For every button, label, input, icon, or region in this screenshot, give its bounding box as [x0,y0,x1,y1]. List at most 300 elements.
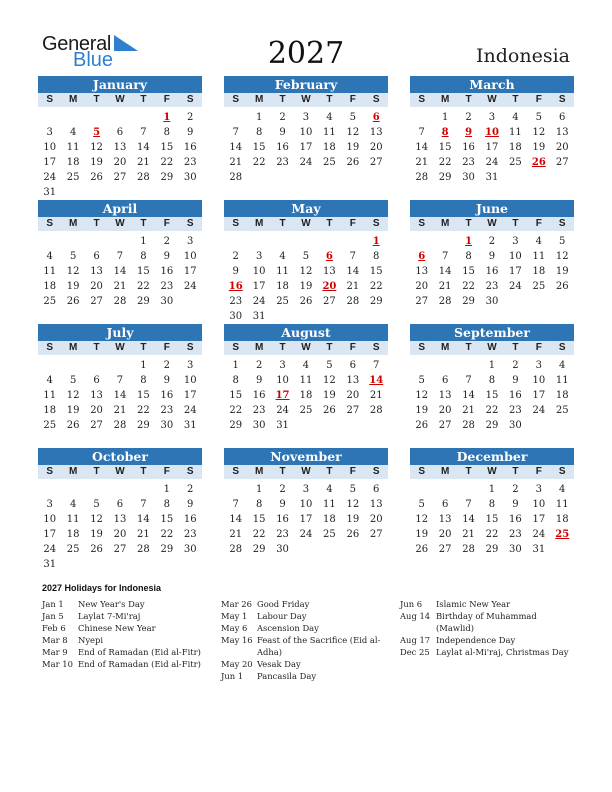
day: 14 [113,390,127,401]
day: 21 [229,529,243,540]
day: 13 [555,127,569,138]
day: 7 [465,499,472,510]
holiday-entry [400,598,570,610]
day: 4 [535,236,542,247]
day: 27 [113,544,127,555]
weekday-label: W [301,94,311,105]
day: 28 [113,420,127,431]
day: 9 [163,375,170,386]
day: 28 [462,420,475,431]
day: 30 [509,420,522,431]
day: 30 [485,296,499,307]
days-grid [224,479,388,557]
weekday-label: T [140,466,147,477]
day: 2 [279,112,286,123]
day: 29 [462,296,475,307]
day: 17 [532,390,546,401]
month-header: February [224,76,388,93]
day: 28 [438,296,452,307]
day: 16 [509,514,522,525]
day: 1 [441,112,449,123]
day: 26 [90,544,103,555]
holiday-entry [221,622,386,634]
day: 22 [160,157,174,168]
day: 28 [415,172,429,183]
day: 23 [229,296,243,307]
weekday-label: M [440,218,450,229]
holiday-day: 1 [372,236,380,247]
day: 29 [137,296,150,307]
blank-day [108,482,131,497]
day: 16 [462,142,475,153]
day: 23 [252,405,266,416]
holiday-name: Independence Day [436,635,516,645]
weekday-label: S [46,466,54,477]
blank-day [410,110,433,125]
weekday-label: F [535,94,542,105]
day: 23 [160,405,174,416]
weekday-label: M [68,218,78,229]
holiday-day: 10 [485,127,499,138]
day: 11 [555,499,569,510]
weekday-label: T [465,218,472,229]
day: 2 [279,484,286,495]
holiday-day: 6 [325,251,333,262]
day: 12 [346,499,360,510]
day: 29 [137,420,150,431]
weekday-label: T [140,342,147,353]
day: 4 [46,375,53,386]
holiday-day: 26 [531,157,546,168]
day: 10 [276,375,289,386]
days-grid [38,231,202,309]
holiday-day: 1 [163,112,171,123]
weekday-label: F [535,466,542,477]
month-november [224,448,388,557]
weekday-header [224,217,388,231]
calendar-year: 2027 [267,36,345,71]
day: 26 [346,157,360,168]
weekday-label: T [465,466,472,477]
day: 1 [163,484,170,495]
weekday-header [224,465,388,479]
day: 15 [485,514,499,525]
day: 7 [116,375,124,386]
day: 30 [509,544,522,555]
day: 14 [229,514,243,525]
day: 4 [326,112,333,123]
day: 8 [232,375,239,386]
day: 11 [276,266,289,277]
day: 17 [532,514,546,525]
holiday-name: Islamic New Year [436,599,511,609]
days-grid [38,355,202,433]
weekday-label: T [93,218,100,229]
weekday-header [410,217,574,231]
day: 2 [255,360,263,371]
day: 25 [276,296,289,307]
holiday-day: 6 [418,251,426,262]
day: 5 [418,375,425,386]
weekday-label: F [163,466,170,477]
day: 6 [349,360,356,371]
day: 12 [532,127,546,138]
day: 28 [369,405,383,416]
holiday-day: 14 [369,375,384,386]
day: 17 [43,157,57,168]
day: 5 [69,251,77,262]
weekday-label: M [68,466,78,477]
weekday-label: S [418,342,426,353]
holiday-entry [42,622,207,634]
day: 31 [252,311,266,322]
weekday-label: S [418,466,426,477]
holiday-date: Mar 9 [42,647,68,657]
day: 30 [183,172,197,183]
day: 25 [509,157,522,168]
day: 26 [346,529,360,540]
weekday-label: F [349,466,356,477]
day: 24 [509,281,522,292]
day: 24 [532,529,546,540]
day: 7 [441,251,449,262]
day: 26 [415,544,429,555]
day: 18 [323,142,336,153]
day: 29 [369,296,383,307]
day: 24 [43,172,57,183]
holiday-date: Aug 14 [400,611,431,621]
holiday-entry [42,598,207,610]
holiday-date: Mar 26 [221,599,252,609]
weekday-header [38,465,202,479]
day: 29 [252,544,266,555]
blank-day [85,110,108,125]
day: 13 [323,266,336,277]
day: 21 [137,157,150,168]
day: 14 [229,142,243,153]
holiday-date: Dec 25 [400,647,430,657]
day: 22 [229,405,243,416]
day: 9 [255,375,263,386]
day: 20 [346,390,360,401]
weekday-label: S [558,94,566,105]
holiday-entry [400,610,570,634]
weekday-header [224,341,388,355]
month-march [410,76,574,185]
holiday-date: Aug 17 [400,635,431,645]
day: 10 [532,499,546,510]
day: 1 [255,112,263,123]
day: 25 [323,157,336,168]
holiday-name: End of Ramadan (Eid al-Fitr) [78,647,201,657]
day: 1 [140,360,147,371]
weekday-header [410,465,574,479]
day: 25 [299,405,313,416]
day: 22 [252,529,266,540]
weekday-label: S [186,342,194,353]
day: 7 [349,251,356,262]
day: 4 [559,484,566,495]
weekday-label: T [326,94,333,105]
holidays-title: 2027 Holidays for Indonesia [42,583,162,593]
day: 7 [140,127,147,138]
day: 24 [299,529,313,540]
day: 24 [183,405,197,416]
day: 18 [43,405,57,416]
day: 22 [137,405,150,416]
day: 7 [418,127,425,138]
day: 7 [232,499,239,510]
day: 18 [43,281,57,292]
day: 26 [66,296,80,307]
blank-day [410,234,433,249]
day: 31 [532,544,546,555]
day: 15 [137,390,150,401]
holiday-name: Vesak Day [257,659,301,669]
day: 20 [369,514,383,525]
weekday-label: W [487,94,497,105]
holiday-entry [221,658,386,670]
day: 27 [113,172,127,183]
day: 20 [113,529,127,540]
day: 10 [252,266,266,277]
day: 26 [555,281,569,292]
weekday-label: T [93,342,100,353]
weekday-label: S [418,218,426,229]
day: 10 [43,514,57,525]
day: 6 [373,484,380,495]
day: 18 [66,157,80,168]
weekday-label: W [115,466,125,477]
day: 16 [183,142,197,153]
day: 14 [462,390,475,401]
day: 22 [369,281,383,292]
day: 9 [512,499,519,510]
day: 13 [415,266,429,277]
blank-day [108,110,131,125]
holiday-date: Mar 8 [42,635,68,645]
day: 18 [323,514,336,525]
day: 5 [349,112,356,123]
holiday-date: May 16 [221,635,253,645]
day: 21 [369,390,383,401]
weekday-label: T [93,94,100,105]
weekday-label: S [186,94,194,105]
month-october [38,448,202,572]
holiday-date: May 6 [221,623,248,633]
day: 17 [299,142,313,153]
blank-day [61,110,84,125]
day: 6 [116,127,124,138]
day: 20 [415,281,429,292]
holiday-entry [400,634,570,646]
day: 8 [255,499,263,510]
day: 24 [43,544,57,555]
day: 21 [438,281,452,292]
holiday-name: Nyepi [78,635,104,645]
holiday-name: Laylat al-Mi'raj, Christmas Day [436,647,569,657]
holiday-name: Chinese New Year [78,623,156,633]
day: 23 [462,157,475,168]
day: 3 [302,112,310,123]
day: 7 [140,499,147,510]
day: 25 [43,420,57,431]
weekday-label: W [487,466,497,477]
day: 12 [299,266,313,277]
day: 8 [373,251,380,262]
weekday-label: S [372,466,380,477]
logo-text-blue: Blue [73,49,114,71]
month-february [224,76,388,185]
day: 5 [349,484,356,495]
day: 26 [323,405,336,416]
blank-day [271,234,294,249]
holiday-name: Feast of the Sacrifice (Eid al-Adha) [257,635,381,657]
day: 5 [418,499,425,510]
weekday-header [224,93,388,107]
day: 29 [160,172,174,183]
day: 15 [252,142,266,153]
weekday-header [410,93,574,107]
weekday-label: S [558,466,566,477]
day: 31 [183,420,197,431]
weekday-label: T [512,342,519,353]
day: 6 [93,375,100,386]
day: 13 [438,514,452,525]
day: 18 [532,266,546,277]
day: 11 [299,375,313,386]
day: 5 [326,360,333,371]
blank-day [38,482,61,497]
day: 27 [415,296,429,307]
day: 8 [488,375,496,386]
weekday-label: T [512,466,519,477]
day: 15 [369,266,383,277]
day: 9 [279,127,286,138]
weekday-label: T [279,466,286,477]
weekday-label: W [115,218,125,229]
weekday-label: T [512,94,519,105]
month-header: May [224,200,388,217]
day: 19 [66,405,80,416]
days-grid [410,479,574,557]
country-name: Indonesia [476,45,570,67]
month-header: June [410,200,574,217]
weekday-label: F [535,342,542,353]
day: 3 [302,484,310,495]
day: 30 [462,172,475,183]
day: 2 [187,112,194,123]
day: 19 [415,529,429,540]
day: 28 [229,544,243,555]
weekday-label: S [558,218,566,229]
day: 24 [485,157,499,168]
day: 22 [438,157,452,168]
day: 11 [555,375,569,386]
day: 30 [252,420,266,431]
weekday-label: S [46,342,54,353]
day: 12 [90,514,103,525]
day: 17 [299,514,313,525]
day: 29 [229,420,243,431]
day: 26 [90,172,103,183]
day: 16 [252,390,266,401]
day: 1 [232,360,239,371]
day: 3 [512,236,519,247]
day: 11 [323,127,336,138]
day: 16 [276,514,289,525]
holiday-name: Pancasila Day [257,671,317,681]
weekday-label: T [326,466,333,477]
weekday-label: T [140,94,147,105]
day: 21 [113,405,127,416]
blank-day [433,234,456,249]
day: 4 [46,251,53,262]
weekday-label: T [279,218,286,229]
weekday-label: S [558,342,566,353]
weekday-label: M [68,342,78,353]
day: 21 [462,405,475,416]
holiday-date: Feb 6 [42,623,66,633]
weekday-header [38,341,202,355]
weekday-label: T [465,342,472,353]
day: 13 [438,390,452,401]
day: 21 [346,281,360,292]
day: 1 [255,484,263,495]
weekday-label: T [326,342,333,353]
day: 20 [90,281,103,292]
month-header: July [38,324,202,341]
month-august [224,324,388,433]
day: 10 [509,251,522,262]
blank-day [457,358,480,373]
weekday-label: T [140,218,147,229]
weekday-label: S [372,218,380,229]
month-april [38,200,202,309]
month-header: April [38,200,202,217]
blank-day [224,482,247,497]
day: 6 [441,499,449,510]
day: 19 [90,157,103,168]
holiday-date: Jun 1 [221,671,244,681]
day: 14 [137,514,150,525]
weekday-label: W [115,94,125,105]
day: 30 [276,544,289,555]
blank-day [85,234,108,249]
day: 13 [346,375,360,386]
day: 21 [229,157,243,168]
holiday-date: Jan 5 [42,611,64,621]
day: 13 [90,390,103,401]
day: 19 [346,142,360,153]
day: 14 [113,266,127,277]
day: 3 [187,236,194,247]
weekday-label: M [254,218,264,229]
day: 15 [485,390,499,401]
month-june [410,200,574,309]
day: 3 [187,360,194,371]
day: 31 [43,559,57,570]
weekday-label: S [418,94,426,105]
day: 23 [183,529,197,540]
day: 31 [485,172,499,183]
day: 17 [252,281,266,292]
day: 8 [488,499,496,510]
weekday-label: M [68,94,78,105]
day: 27 [90,420,103,431]
day: 20 [369,142,383,153]
weekday-label: F [349,342,356,353]
